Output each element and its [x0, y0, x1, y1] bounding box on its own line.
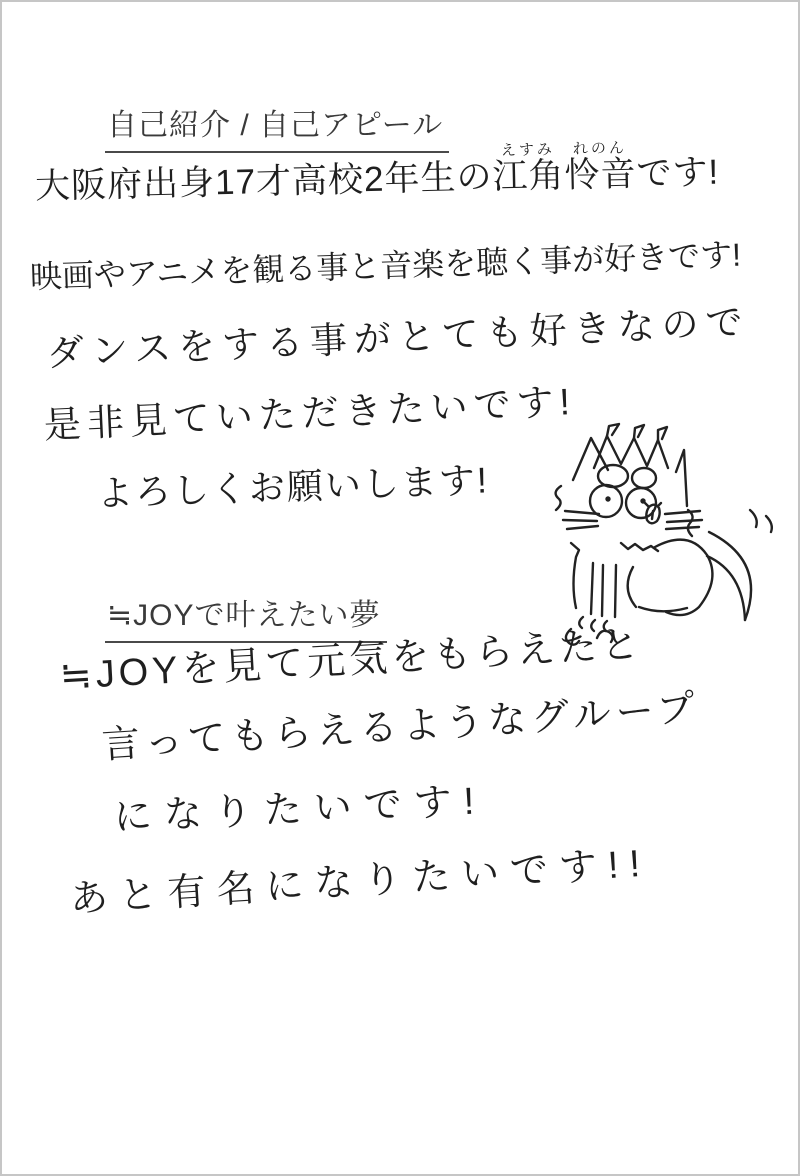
surname-furigana: えすみ — [491, 140, 565, 160]
given-name-furigana: れのん — [563, 139, 637, 158]
name-surname — [491, 140, 565, 197]
dream-line-2: 言ってもらえるようなグループ — [100, 687, 702, 767]
intro-line1-suffix: です! — [636, 152, 720, 194]
dream-line-1: ≒JOYを見て元気をもらえたと — [58, 623, 645, 698]
intro-line-5: よろしくお願いします! — [96, 459, 490, 514]
intro-line1-prefix: 大阪府出身17才高校2年生の — [34, 157, 493, 206]
intro-section-heading: 自己紹介 / 自己アピール — [105, 100, 449, 153]
dream-section-heading: ≒JOYで叶えたい夢 — [105, 590, 387, 643]
dream-line-3: になりたいです! — [113, 780, 488, 839]
name-given — [563, 139, 637, 195]
dream-line-4: あと有名になりたいです!! — [68, 842, 653, 921]
intro-line-4: 是非見ていただきたいです! — [43, 380, 577, 446]
given-name-text: 怜音 — [564, 154, 637, 195]
intro-line-2: 映画やアニメを観る事と音楽を聴く事が好きです! — [29, 236, 742, 295]
intro-line-3: ダンスをする事がとても好きなので — [46, 301, 751, 374]
crowned-cat-doodle-icon — [537, 414, 792, 649]
surname-text: 江角 — [492, 155, 565, 197]
